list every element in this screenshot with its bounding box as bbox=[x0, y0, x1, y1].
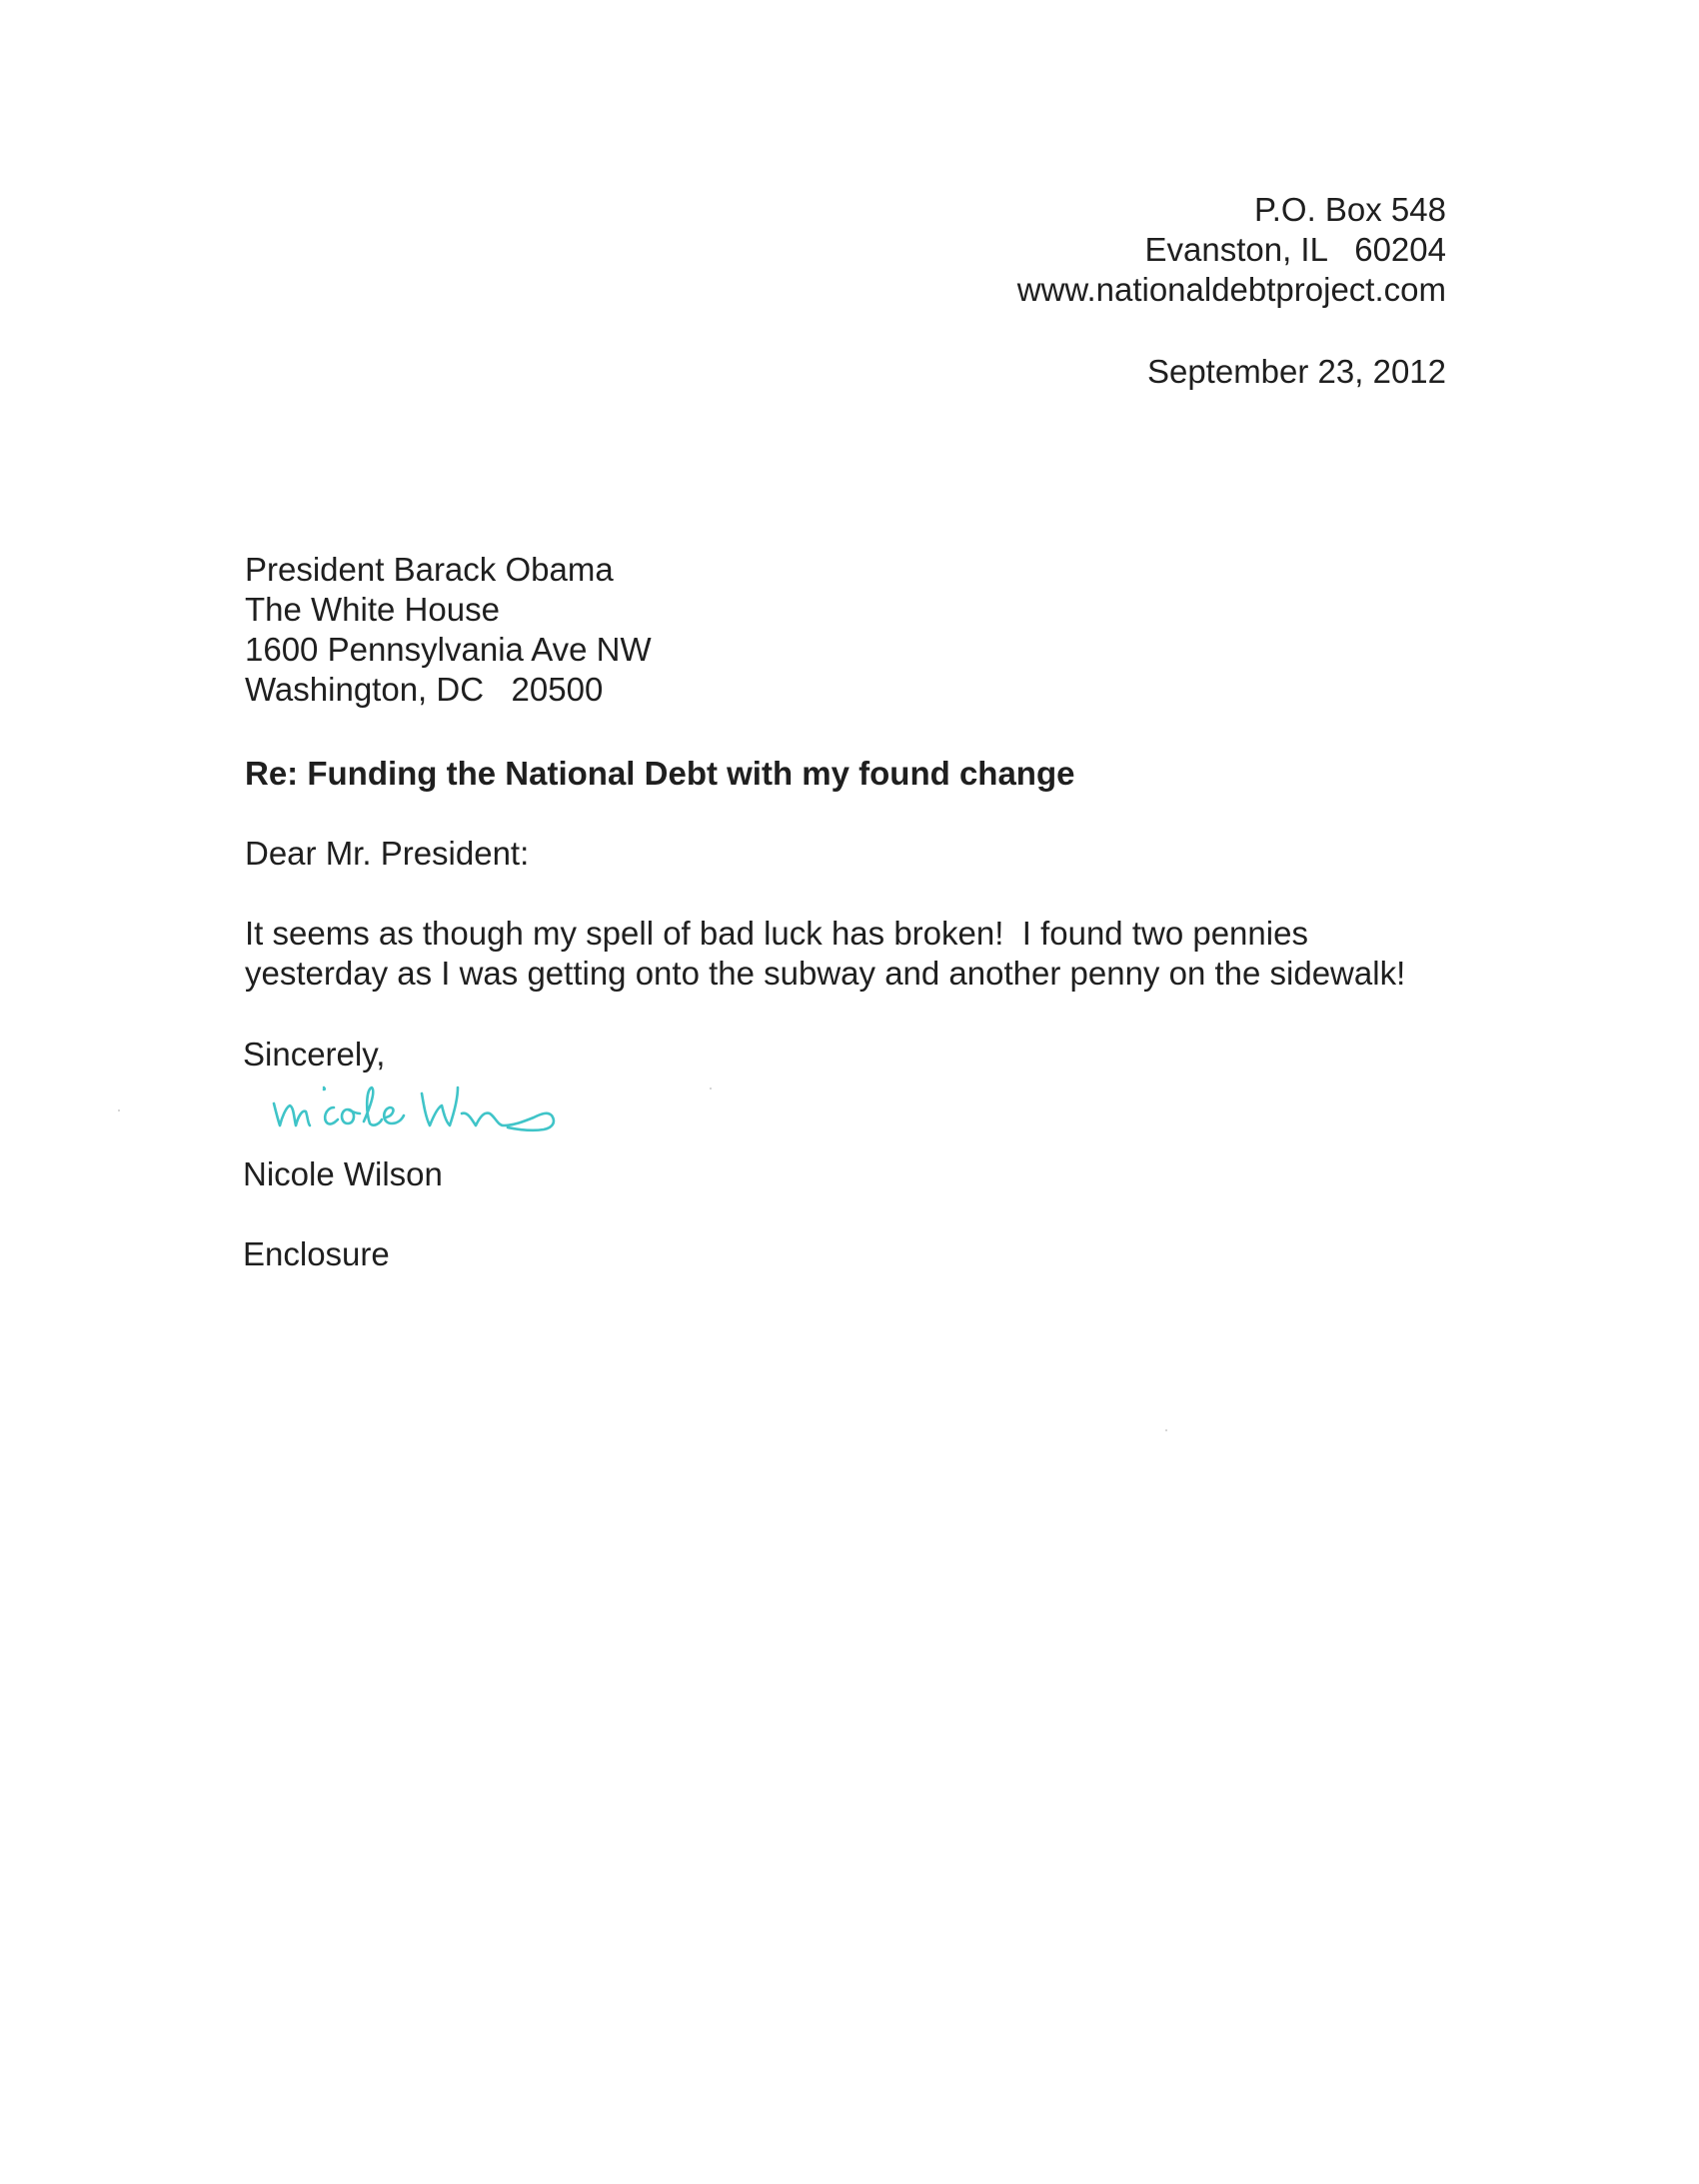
signature-stroke bbox=[342, 1109, 360, 1123]
letter-body bbox=[245, 914, 1504, 994]
recipient-organization: The White House bbox=[245, 591, 500, 628]
salutation: Dear Mr. President: bbox=[245, 835, 530, 872]
handwritten-signature bbox=[262, 1068, 622, 1147]
signature-stroke bbox=[462, 1113, 554, 1130]
closing: Sincerely, bbox=[243, 1036, 386, 1073]
letter-date: September 23, 2012 bbox=[1146, 353, 1446, 390]
signature-stroke bbox=[274, 1103, 310, 1125]
recipient-name: President Barack Obama bbox=[245, 551, 614, 588]
signature-stroke bbox=[422, 1088, 458, 1125]
signer-name: Nicole Wilson bbox=[243, 1155, 443, 1192]
sender-website: www.nationaldebtproject.com bbox=[1016, 271, 1446, 308]
scan-speck bbox=[118, 1109, 120, 1111]
signature-stroke bbox=[324, 1088, 325, 1090]
sender-po-box: P.O. Box 548 bbox=[1253, 191, 1446, 228]
enclosure-notation: Enclosure bbox=[243, 1235, 390, 1272]
signature-stroke bbox=[325, 1107, 338, 1124]
sender-address-block bbox=[1017, 190, 1446, 310]
recipient-street: 1600 Pennsylvania Ave NW bbox=[245, 631, 652, 668]
body-line: yesterday as I was getting onto the subway and another penny on the sidewalk! bbox=[245, 955, 1406, 992]
signature-stroke bbox=[384, 1107, 404, 1123]
body-line: It seems as though my spell of bad luck has broken! I found two pennies bbox=[245, 915, 1308, 952]
subject-line: Re: Funding the National Debt with my found change bbox=[245, 755, 1075, 792]
recipient-city-state-zip: Washington, DC 20500 bbox=[245, 671, 604, 708]
scan-speck bbox=[710, 1088, 712, 1090]
signature-stroke bbox=[364, 1088, 382, 1125]
recipient-address-block bbox=[245, 550, 652, 710]
sender-city-state-zip: Evanston, IL 60204 bbox=[1144, 231, 1446, 268]
scan-speck bbox=[1165, 1429, 1167, 1431]
